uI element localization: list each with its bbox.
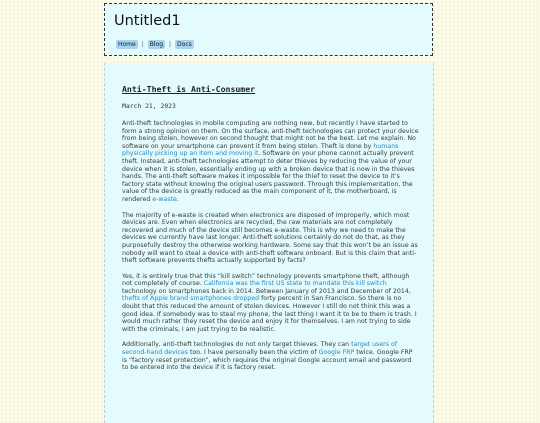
paragraph-text: . <box>176 195 179 203</box>
post-paragraph <box>122 120 419 204</box>
inline-link[interactable]: target users of second-hand devices <box>122 341 398 357</box>
paragraph-text: Additionally, anti-theft technologies do not only target thieves. They can <box>122 341 352 349</box>
paragraph-text: Anti-theft technologies in mobile computing are nothing new, but recently I have started to form a strong opinion on them. On the surface, anti-theft technologies can protect your device from being stolen, however on second thought that might not be the best. Let me explain. No software on your smartphone can prevent it from being stolen. Theft is done by <box>122 120 419 150</box>
paragraph-text: technology on smartphones back in 2014. Between January of 2013 and December of 2014, <box>122 287 411 295</box>
post-paragraph <box>122 212 419 265</box>
inline-link[interactable]: thefts of Apple brand smartphones dropped <box>122 295 260 303</box>
paragraph-text: forty percent in San Francisco. So there is no doubt that this reduced the amount of stolen devices. However I still do not think this was a good idea. If somebody was to steal my phone, the last thing I want it to be to them is trash. I would much rather they reset the device and enjoy it for themselves. I am not trying to side with the criminals, I am just trying to be realistic. <box>122 295 417 333</box>
inline-link[interactable]: California was the first US state to mandate this kill switch <box>203 280 387 288</box>
paragraph-text: The majority of e-waste is created when electronics are disposed of improperly, which most devices are. Even when electronics are recycled, the raw materials are not completely recovered and much of the device still becomes e-waste. This is why we need to make the devices we currently have last longer. Anti-theft solutions certainly do not do that, as they purposefully destroy the otherwise working hardware. Some say that this won’t be an issue as nobody will want to steal a device with anti-theft software onboard. But is this claim that anti-theft software prevents thefts actually supported by facts? <box>122 211 418 265</box>
nav-docs-link[interactable]: Docs <box>177 41 192 48</box>
inline-link[interactable]: humans physically picking up an item and moving it <box>122 142 399 158</box>
post-date: March 21, 2023 <box>122 102 176 110</box>
blog-post <box>122 83 419 372</box>
main-nav <box>116 40 194 49</box>
inline-link[interactable]: e-waste <box>152 195 177 203</box>
paragraph-text: Yes, it is entirely true that this “kill switch” technology prevents smartphone theft, although not completely of course. <box>122 272 410 288</box>
site-header <box>104 3 433 56</box>
paragraph-text: . Software on your phone cannot actually prevent theft. Instead, anti-theft technologies attempt to deter thieves by reducing the value of your device when it is stolen, essentially ending up with a broken device that is now in the thieves hands. The anti-theft software makes it impossible for the thief to reset the device to it’s factory state without knowing the original users password. Through this implementation, the value of the device is greatly reduced as the main component of it, the motherboard, is rendered <box>122 150 415 203</box>
site-title: Untitled1 <box>114 13 181 29</box>
post-paragraph <box>122 273 419 334</box>
nav-home-link[interactable]: Home <box>118 41 136 48</box>
post-title: Anti-Theft is Anti-Consumer <box>122 84 256 94</box>
post-body <box>122 120 419 372</box>
main-content <box>104 63 434 423</box>
paragraph-text: twice. Google FRP is “factory reset protection”, which requires the original Google account email and password to be entered into the device if it is factory reset. <box>122 349 413 372</box>
nav-separator: | <box>141 41 144 48</box>
post-paragraph <box>122 341 419 371</box>
nav-separator: | <box>169 41 172 48</box>
nav-blog-link[interactable]: Blog <box>149 41 164 48</box>
inline-link[interactable]: Google FRP <box>318 349 355 357</box>
paragraph-text: too. I have personally been the victim of <box>188 349 319 357</box>
